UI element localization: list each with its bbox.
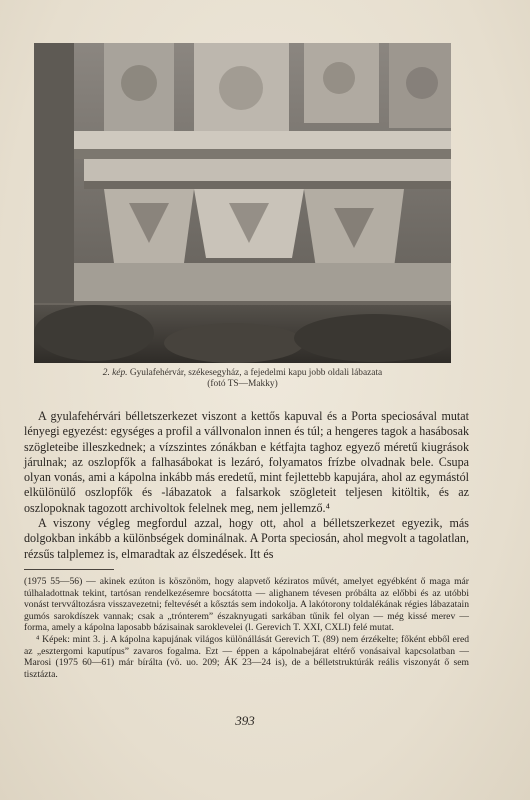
caption-label: 2. kép.: [102, 368, 128, 378]
caption-text: Gyulafehérvár, székesegyház, a fejedelmi kapu jobb oldali lábazata: [127, 368, 383, 378]
photo-illustration: [34, 43, 451, 363]
footnotes: [24, 576, 469, 680]
footnote-4: ⁴ Képek: mint 3. j. A kápolna kapujának világos különállását Gerevich T. (89) nem érzékelte; főként ebből ered az „esztergomi kaputípus” zavaros fogalma. Ezt — éppen a kápolnabejárat eltérő vonásaival kapcsolatban — Marosi (1975 60—61) már bírálta (vö. uo. 209; ÁK 23—24 is), de a bélletstruktúrák reális viszonyát ő sem tisztázta.: [24, 633, 469, 680]
paragraph: A viszony végleg megfordul azzal, hogy ott, ahol a bélletszerkezet egyezik, más dolgokban inkább a különbségek dominálnak. A Porta speciosán, ahol megvolt a tagolatlan, rézsűs talplemez is, elmaradtak az élszedések. Itt és: [24, 516, 469, 561]
paragraph: A gyulafehérvári bélletszerkezet viszont a kettős kapuval és a Porta speciosával mutat lényegi egyezést: egységes a profil a vállvonalon innen és túl; a hengeres tagok a hasábosak szögleteibe illeszkednek; a vízszintes zónákban e kétfajta taghoz egyező méretű kiugrások járulnak; az oszlopfők a falhasábokat is lezáró, folyamatos frízbe olvadnak bele. Csupa olyan vonás, ami a kápolna inkább más eredetű, mint fejlettebb kapujára, ahol az egymástól elkülönülő oszlopfők és -lábazatok a falsarkok szögleteit teljesen kitöltik, és az oszlopoknak tagozott archivoltok felelnek meg, nem jellemző.⁴: [24, 409, 469, 515]
caption-credit: (fotó TS—Makky): [207, 379, 278, 389]
figure-caption: [34, 368, 451, 390]
page-number: 393: [235, 713, 255, 728]
footnote-continuation: (1975 55—56) — akinek ezúton is köszönöm, hogy alapvető kéziratos művét, amelyet egyébként ő maga már túlhaladottnak tekint, tartósan rendelkezésemre bocsátotta — alighanem tévesen próbálta az előbbi és az utóbbi vonást tervváltozásra visszavezetni; feltevését a kősztás sem indokolja. A lakótorony toldalékának régies lábazatain gumós sarokdíszek vannak; csak a „trónterem” északnyugati sarkában tűnik fel olyan — még kissé merev — forma, amely a kápolna laposabb bázisainak saroklevelei (l. Gerevich T. XXI, CXLI) felé mutat.: [24, 576, 469, 634]
footnote-divider: [24, 569, 114, 570]
photograph-portal-base: [34, 43, 451, 363]
main-text: [24, 409, 469, 562]
